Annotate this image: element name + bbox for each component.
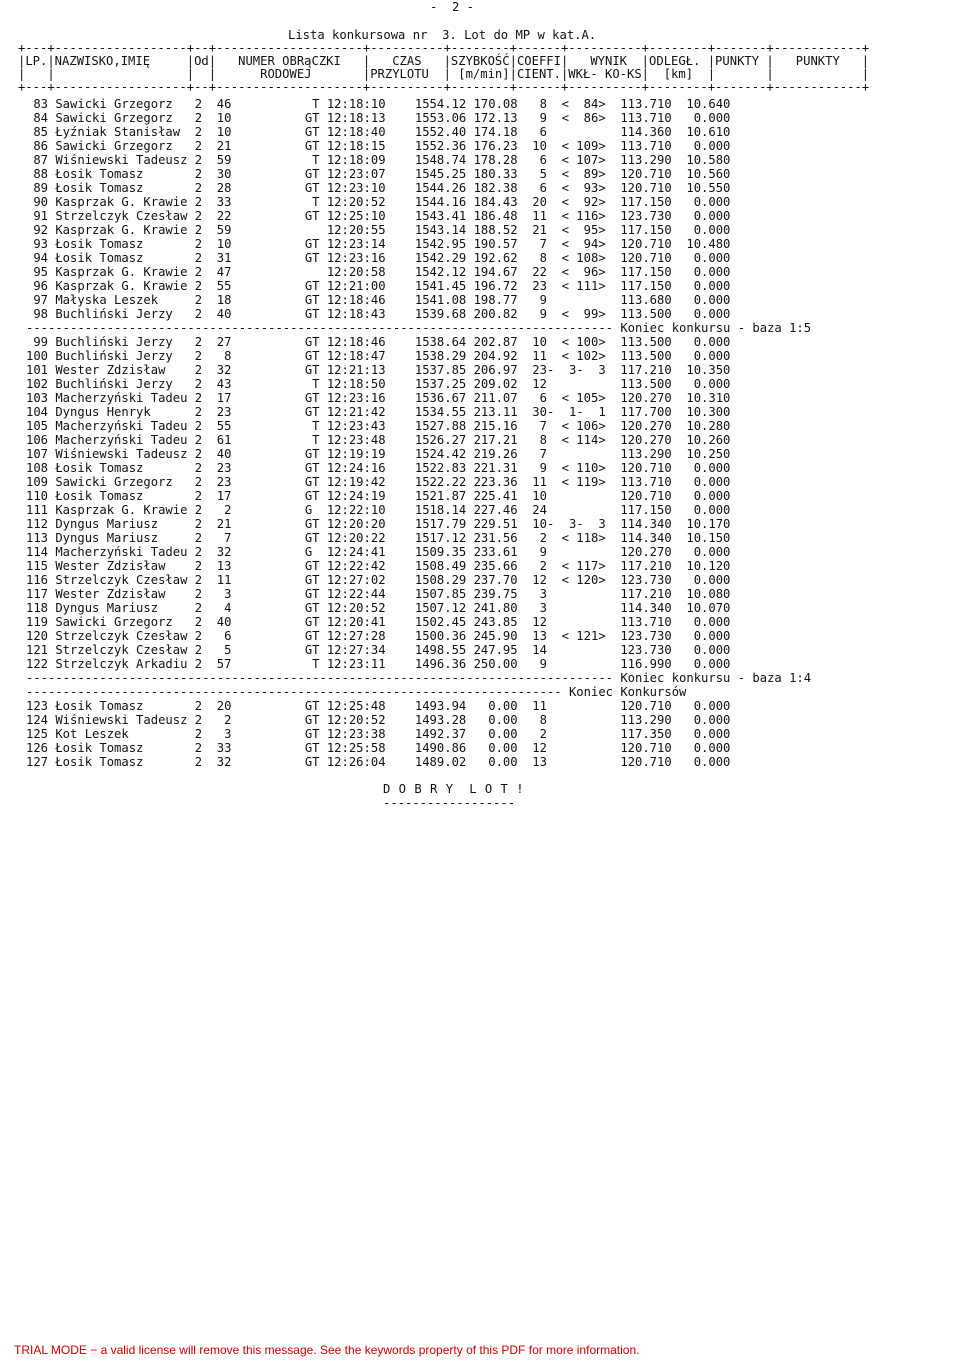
table-row: 125 Kot Leszek 2 3 GT 12:23:38 1492.37 0.00 2 117.350 0.000 [26, 727, 731, 741]
table-row: 124 Wiśniewski Tadeusz 2 2 GT 12:20:52 1493.28 0.00 8 113.290 0.000 [26, 713, 731, 727]
table-row: 109 Sawicki Grzegorz 2 23 GT 12:19:42 1522.22 223.36 11 < 119> 113.710 0.000 [26, 475, 731, 489]
table-row: 89 Łosik Tomasz 2 28 GT 12:23:10 1544.26 182.38 6 < 93> 120.710 10.550 [26, 181, 731, 195]
table-row: 108 Łosik Tomasz 2 23 GT 12:24:16 1522.83 221.31 9 < 110> 120.710 0.000 [26, 461, 731, 475]
table-row: 112 Dyngus Mariusz 2 21 GT 12:20:20 1517.79 229.51 10- 3- 3 114.340 10.170 [26, 517, 731, 531]
table-row: 115 Wester Zdzisław 2 13 GT 12:22:42 1508.49 235.66 2 < 117> 117.210 10.120 [26, 559, 731, 573]
table-row: 117 Wester Zdzisław 2 3 GT 12:22:44 1507.85 239.75 3 117.210 10.080 [26, 587, 731, 601]
table-row: 114 Macherzyński Tadeu 2 32 G 12:24:41 1509.35 233.61 9 120.270 0.000 [26, 545, 731, 559]
table-row: 122 Strzelczyk Arkadiu 2 57 T 12:23:11 1496.36 250.00 9 116.990 0.000 [26, 657, 731, 671]
table-row: 119 Sawicki Grzegorz 2 40 GT 12:20:41 1502.45 243.85 12 113.710 0.000 [26, 615, 731, 629]
table-row: 88 Łosik Tomasz 2 30 GT 12:23:07 1545.25 180.33 5 < 89> 120.710 10.560 [26, 167, 731, 181]
closing-message: D O B R Y L O T ! [383, 782, 525, 796]
table-row: 102 Buchliński Jerzy 2 43 T 12:18:50 1537.25 209.02 12 113.500 0.000 [26, 377, 731, 391]
table-row: 93 Łosik Tomasz 2 10 GT 12:23:14 1542.95 190.57 7 < 94> 120.710 10.480 [26, 237, 731, 251]
table-row: 86 Sawicki Grzegorz 2 21 GT 12:18:15 1552.36 176.23 10 < 109> 113.710 0.000 [26, 139, 731, 153]
table-row: 98 Buchliński Jerzy 2 40 GT 12:18:43 1539.68 200.82 9 < 99> 113.500 0.000 [26, 307, 731, 321]
table-row: 96 Kasprzak G. Krawie 2 55 GT 12:21:00 1541.45 196.72 23 < 111> 117.150 0.000 [26, 279, 731, 293]
table-row: 110 Łosik Tomasz 2 17 GT 12:24:19 1521.87 225.41 10 120.710 0.000 [26, 489, 731, 503]
table-row: 101 Wester Zdzisław 2 32 GT 12:21:13 1537.85 206.97 23- 3- 3 117.210 10.350 [26, 363, 731, 377]
table-header [18, 42, 869, 94]
table-row: 107 Wiśniewski Tadeusz 2 40 GT 12:19:19 1524.42 219.26 7 113.290 10.250 [26, 447, 731, 461]
table-row: 97 Małyska Leszek 2 18 GT 12:18:46 1541.08 198.77 9 113.680 0.000 [26, 293, 731, 307]
table-row: 123 Łosik Tomasz 2 20 GT 12:25:48 1493.94 0.00 11 120.710 0.000 [26, 699, 731, 713]
table-row: 95 Kasprzak G. Krawie 2 47 12:20:58 1542.12 194.67 22 < 96> 117.150 0.000 [26, 265, 731, 279]
table-row: 106 Macherzyński Tadeu 2 61 T 12:23:48 1526.27 217.21 8 < 114> 120.270 10.260 [26, 433, 731, 447]
table-row: 94 Łosik Tomasz 2 31 GT 12:23:16 1542.29 192.62 8 < 108> 120.710 0.000 [26, 251, 731, 265]
results-table-body [26, 97, 811, 769]
table-row: 111 Kasprzak G. Krawie 2 2 G 12:22:10 1518.14 227.46 24 117.150 0.000 [26, 503, 731, 517]
table-row: 120 Strzelczyk Czesław 2 6 GT 12:27:28 1500.36 245.90 13 < 121> 123.730 0.000 [26, 629, 731, 643]
table-row: 99 Buchliński Jerzy 2 27 GT 12:18:46 1538.64 202.87 10 < 100> 113.500 0.000 [26, 335, 731, 349]
table-row: 121 Strzelczyk Czesław 2 5 GT 12:27:34 1498.55 247.95 14 123.730 0.000 [26, 643, 731, 657]
table-row: 127 Łosik Tomasz 2 32 GT 12:26:04 1489.02 0.00 13 120.710 0.000 [26, 755, 731, 769]
table-row: 90 Kasprzak G. Krawie 2 33 T 12:20:52 1544.16 184.43 20 < 92> 117.150 0.000 [26, 195, 731, 209]
table-row: 105 Macherzyński Tadeu 2 55 T 12:23:43 1527.88 215.16 7 < 106> 120.270 10.280 [26, 419, 731, 433]
document-title: Lista konkursowa nr 3. Lot do MP w kat.A. [288, 28, 597, 42]
header-border-top: +---+------------------+--+--------------------+----------+--------+------+----------+--------+-------+------------+ [18, 41, 870, 55]
table-row: 92 Kasprzak G. Krawie 2 59 12:20:55 1543.14 188.52 21 < 95> 117.150 0.000 [26, 223, 731, 237]
table-row: 104 Dyngus Henryk 2 23 GT 12:21:42 1534.55 213.11 30- 1- 1 117.700 10.300 [26, 405, 731, 419]
table-row: 116 Strzelczyk Czesław 2 11 GT 12:27:02 1508.29 237.70 12 < 120> 123.730 0.000 [26, 573, 731, 587]
page-number: - 2 - [430, 0, 475, 14]
table-row: 87 Wiśniewski Tadeusz 2 59 T 12:18:09 1548.74 178.28 6 < 107> 113.290 10.580 [26, 153, 731, 167]
table-row: 113 Dyngus Mariusz 2 7 GT 12:20:22 1517.12 231.56 2 < 118> 114.340 10.150 [26, 531, 731, 545]
header-border-bottom: +---+------------------+--+--------------------+----------+--------+------+----------+--------+-------+------------+ [18, 80, 870, 94]
section-separator: -------------------------------------------------------------------------------- Koniec konkursu - baza 1:4 [26, 671, 812, 685]
section-separator: ------------------------------------------------------------------------- Koniec Konkursów [26, 685, 687, 699]
table-row: 118 Dyngus Mariusz 2 4 GT 12:20:52 1507.12 241.80 3 114.340 10.070 [26, 601, 731, 615]
table-row: 91 Strzelczyk Czesław 2 22 GT 12:25:10 1543.41 186.48 11 < 116> 123.730 0.000 [26, 209, 731, 223]
header-row-2: | | | | RODOWEJ |PRZYLOTU | [m/min]|CIENT.|WKŁ- KO-KS| [km] | | | [18, 67, 870, 81]
table-row: 100 Buchliński Jerzy 2 8 GT 12:18:47 1538.29 204.92 11 < 102> 113.500 0.000 [26, 349, 731, 363]
table-row: 85 Łyźniak Stanisław 2 10 GT 12:18:40 1552.40 174.18 6 114.360 10.610 [26, 125, 731, 139]
table-row: 83 Sawicki Grzegorz 2 46 T 12:18:10 1554.12 170.08 8 < 84> 113.710 10.640 [26, 97, 731, 111]
table-row: 84 Sawicki Grzegorz 2 10 GT 12:18:13 1553.06 172.13 9 < 86> 113.710 0.000 [26, 111, 731, 125]
section-separator: -------------------------------------------------------------------------------- Koniec konkursu - baza 1:5 [26, 321, 812, 335]
header-row-1: |LP.|NAZWISKO,IMIĘ |Od| NUMER OBRąCZKI | CZAS |SZYBKOŚĆ|COEFFI| WYNIK |ODLEGŁ. |PUNKTY | PUNKTY | [18, 54, 870, 68]
table-row: 126 Łosik Tomasz 2 33 GT 12:25:58 1490.86 0.00 12 120.710 0.000 [26, 741, 731, 755]
table-row: 103 Macherzyński Tadeu 2 17 GT 12:23:16 1536.67 211.07 6 < 105> 120.270 10.310 [26, 391, 731, 405]
closing-underline: ------------------ [383, 796, 516, 810]
trial-mode-notice: TRIAL MODE − a valid license will remove this message. See the keywords property of this PDF for more information. [14, 1343, 640, 1357]
